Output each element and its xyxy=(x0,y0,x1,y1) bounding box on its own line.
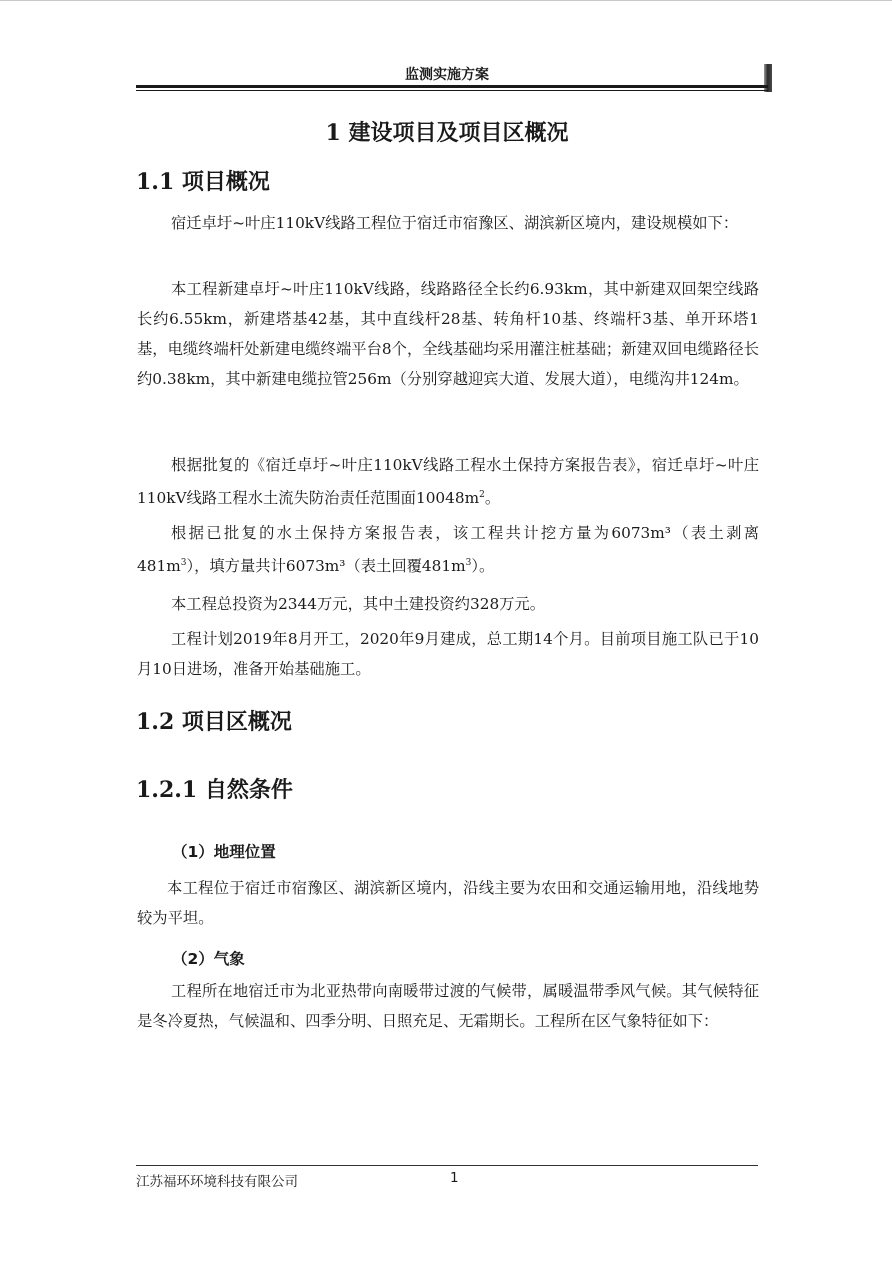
paragraph-geographic-location: 本工程位于宿迁市宿豫区、湖滨新区境内，沿线主要为农田和交通运输用地，沿线地势较为平坦。 xyxy=(137,879,759,927)
paragraph-climate: 工程所在地宿迁市为北亚热带向南暖带过渡的气候带，属暖温带季风气候。其气候特征是冬冷夏热，气候温和、四季分明、日照充足、无霜期长。工程所在区气象特征如下： xyxy=(137,982,759,1030)
paragraph-responsibility-area: 根据批复的《宿迁卓圩~叶庄110kV线路工程水土保持方案报告表》，宿迁卓圩~叶庄110kV线路工程水土流失防治责任范围面$10048m^2$。 xyxy=(137,456,759,508)
chapter-title: 1 建设项目及项目区概况 xyxy=(325,120,569,146)
subheading-climate: （2）气象 xyxy=(172,950,245,968)
header-rule-thin xyxy=(136,90,768,91)
paragraph-project-location: 宿迁卓圩~叶庄110kV线路工程位于宿迁市宿豫区、湖滨新区境内，建设规模如下： xyxy=(171,214,739,232)
footer-page-number: 1 xyxy=(450,1170,459,1186)
running-header-title: 监测实施方案 xyxy=(405,67,489,83)
superscript-2: 2 xyxy=(479,490,485,500)
header-rule-thick xyxy=(136,85,768,88)
paragraph-investment: 本工程总投资为2344万元，其中土建投资约328万元。 xyxy=(171,595,546,613)
subheading-geographic-location: （1）地理位置 xyxy=(172,843,276,861)
paragraph-earthwork: 根据已批复的水土保持方案报告表，该工程共计挖方量为6073m³（表土剥离$481m^3$），填方量共计6073m³（表土回覆$481m^3$）。 xyxy=(137,524,759,576)
footer-company-name: 江苏福环环境科技有限公司 xyxy=(136,1174,298,1190)
superscript-3a: 3 xyxy=(180,558,187,568)
footer-rule xyxy=(136,1165,758,1166)
page-top-border xyxy=(0,0,892,1)
section-1-2-1-title: 1.2.1 自然条件 xyxy=(136,777,293,803)
superscript-3b: 3 xyxy=(465,558,472,568)
section-1-2-title: 1.2 项目区概况 xyxy=(136,709,292,735)
paragraph-schedule: 工程计划2019年8月开工，2020年9月建成，总工期14个月。目前项目施工队已于10月10日进场，准备开始基础施工。 xyxy=(137,630,759,678)
section-1-1-title: 1.1 项目概况 xyxy=(136,169,270,195)
paragraph-project-scale: 本工程新建卓圩~叶庄110kV线路，线路路径全长约6.93km，其中新建双回架空线路长约6.55km，新建塔基42基，其中直线杆28基、转角杆10基、终端杆3基、单开环塔1基，电缆终端杆处新建电缆终端平台8个，全线基础均采用灌注桩基础；新建双回电缆路径长约0.38km，其中新建电缆拉管256m（分别穿越迎宾大道、发展大道），电缆沟井124m。 xyxy=(137,280,759,388)
